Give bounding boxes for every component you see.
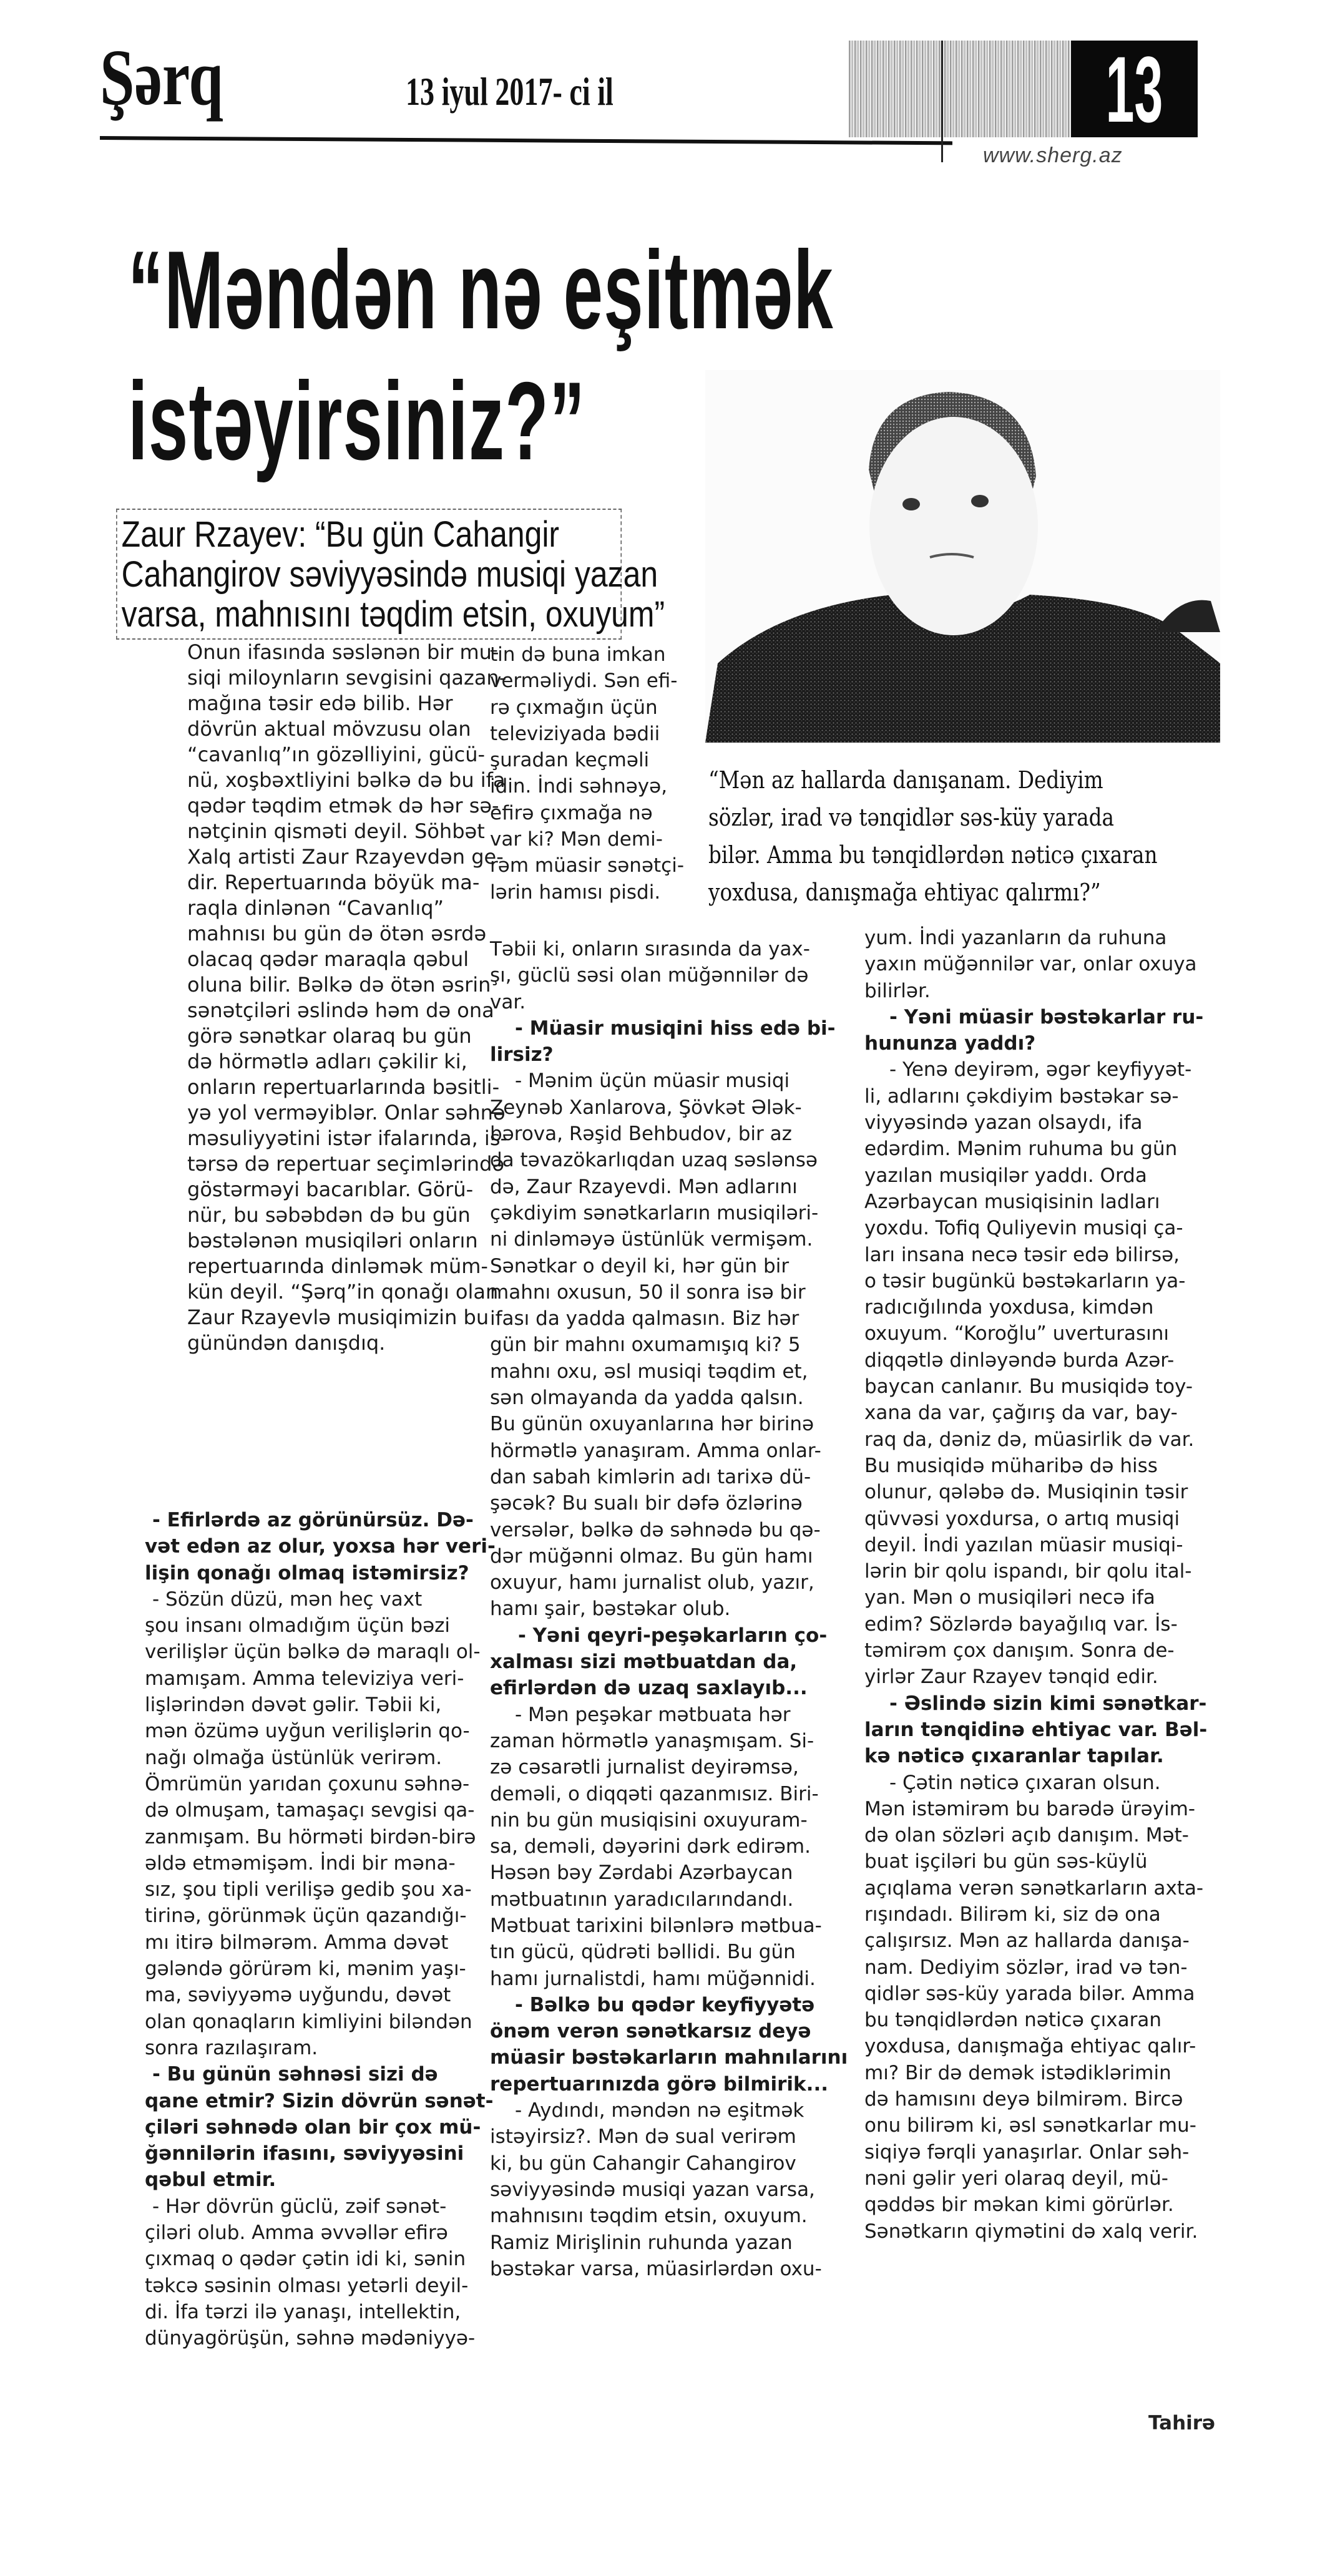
body-text-line: şəcək? Bu sualı bir dəfə özlərinə bbox=[490, 1492, 803, 1515]
body-text-line: qidlər səs-küy yarada bilər. Amma bbox=[864, 1982, 1195, 2005]
body-text-line: edim? Sözlərdə bayağılıq var. İs- bbox=[864, 1612, 1178, 1636]
body-text-line: hörmətlə yanaşıram. Amma onlar- bbox=[490, 1439, 821, 1462]
body-text-line: mamışam. Amma televiziya veri- bbox=[145, 1667, 464, 1690]
body-text-line: şı, güclü səsi olan müğənnilər də bbox=[490, 964, 809, 987]
body-text-line: gün bir mahnı oxumamışıq ki? 5 bbox=[490, 1334, 801, 1357]
interview-question-line: - Yəni qeyri-peşəkarların ço- bbox=[518, 1624, 828, 1647]
subheadline-line: Cahangirov səviyyəsində musiqi yazan bbox=[121, 554, 658, 595]
body-text-line: Onun ifasında səslənən bir mu- bbox=[187, 640, 499, 664]
body-text-line: nətçinin qisməti deyil. Söhbət bbox=[187, 819, 485, 843]
body-text-line: Xalq artisti Zaur Rzayevdən ge- bbox=[187, 845, 504, 869]
body-text-line: çıxmaq o qədər çətin idi ki, sənin bbox=[145, 2248, 466, 2271]
body-text-line: var ki? Mən demi- bbox=[490, 828, 663, 851]
body-text-line: sa, deməli, dəyərini dərk edirəm. bbox=[490, 1835, 811, 1858]
body-text-line: mətbuatının yaradıcılarındandı. bbox=[490, 1888, 794, 1911]
body-text-line: dər müğənni olmaz. Bu gün hamı bbox=[490, 1544, 813, 1568]
body-text-line: ki, bu gün Cahangir Cahangirov bbox=[490, 2152, 796, 2175]
interview-question-line: efirlərdən də uzaq saxlayıb... bbox=[490, 1677, 808, 1700]
body-text-line: olunur, qələbə də. Musiqinin təsir bbox=[864, 1481, 1188, 1504]
body-text-line: yaxın müğənnilər var, onlar oxuya bbox=[864, 953, 1197, 976]
body-text-line: oluna bilir. Bəlkə də ötən əsrin bbox=[187, 973, 491, 997]
body-text-line: Zaur Rzayevlə musiqimizin bu bbox=[187, 1305, 489, 1329]
body-text-line: də hamısını deyə bilmirəm. Bircə bbox=[864, 2088, 1183, 2111]
body-text-line: mahnısı bu gün də ötən əsrdə bbox=[187, 922, 487, 945]
body-text-line: onu bilirəm ki, əsl sənətkarlar mu- bbox=[864, 2114, 1196, 2137]
interview-question-line: hununza yaddı? bbox=[864, 1032, 1036, 1055]
body-text-line: efirə çıxmağa nə bbox=[490, 801, 653, 824]
interview-question-line: - Müasir musiqini hiss edə bi- bbox=[515, 1017, 836, 1040]
body-text-line: göstərməyi bacarıblar. Görü- bbox=[187, 1178, 474, 1201]
article-column-2 bbox=[490, 936, 848, 2282]
body-text-line: o təsir bugünkü bəstəkarların ya- bbox=[864, 1269, 1186, 1292]
body-text-line: baycan canlanır. Bu musiqidə toy- bbox=[864, 1375, 1193, 1398]
body-text-line: ni dinləməyə üstünlük vermişəm. bbox=[490, 1228, 813, 1251]
body-text-line: qəddəs bir məkan kimi görürlər. bbox=[864, 2193, 1174, 2217]
body-text-line: lərin hamısı pisdi. bbox=[490, 881, 661, 904]
subheadline-line: varsa, mahnısını təqdim etsin, oxuyum” bbox=[121, 594, 665, 635]
body-text-line: Bu günün oxuyanlarına hər birinə bbox=[490, 1413, 814, 1436]
body-text-line: yoxdu. Tofiq Quliyevin musiqi ça- bbox=[864, 1217, 1183, 1240]
body-text-line: istəyirsiz?. Mən də sual verirəm bbox=[490, 2125, 796, 2149]
body-text-line: bilirlər. bbox=[864, 979, 931, 1002]
body-text-line: - Mən peşəkar mətbuata hər bbox=[515, 1703, 791, 1726]
body-text-line: zə cəsarətli jurnalist deyirəmsə, bbox=[490, 1756, 799, 1779]
portrait-image-icon bbox=[705, 370, 1220, 743]
body-text-line: Mətbuat tarixini bilənlərə mətbua- bbox=[490, 1914, 822, 1937]
body-text-line: səviyyəsində musiqi yazan varsa, bbox=[490, 2178, 815, 2201]
body-text-line: Mən istəmirəm bu barədə ürəyim- bbox=[864, 1797, 1196, 1820]
body-text-line: da təvazökarlıqdan uzaq səslənsə bbox=[490, 1149, 818, 1172]
body-text-line: raqla dinlənən “Cavanlıq” bbox=[187, 896, 444, 920]
interview-question-line: repertuarınızda görə bilmirik... bbox=[490, 2072, 829, 2095]
body-text-line: hamı şair, bəstəkar olub. bbox=[490, 1598, 731, 1621]
body-text-line: dünyagörüşün, səhnə mədəniyyə- bbox=[145, 2327, 476, 2350]
body-text-line: mahnısını təqdim etsin, oxuyum. bbox=[490, 2205, 808, 2228]
interview-question-line: vət edən az olur, yoxsa hər veri- bbox=[145, 1535, 496, 1558]
body-text-line: mağına təsir edə bilib. Hər bbox=[187, 691, 453, 715]
body-text-line: bərova, Rəşid Behbudov, bir az bbox=[490, 1123, 792, 1146]
body-text-line: rışındadı. Bilirəm ki, siz də ona bbox=[864, 1903, 1161, 1926]
body-text-line: mahnı oxu, əsl musiqi təqdim et, bbox=[490, 1360, 808, 1383]
body-text-line: sən olmayanda da yadda qalsın. bbox=[490, 1387, 804, 1410]
body-text-line: qədər təqdim etmək də hər sə- bbox=[187, 794, 499, 817]
interview-question-line: kə nəticə çıxaranlar tapılar. bbox=[864, 1745, 1164, 1768]
body-text-line: olacaq qədər maraqla qəbul bbox=[187, 947, 469, 971]
interview-question-line: - Bu günün səhnəsi sizi də bbox=[152, 2063, 438, 2086]
body-text-line: “cavanlıq”ın gözəlliyini, gücü- bbox=[187, 743, 486, 766]
body-text-line: əldə etməmişəm. İndi bir məna- bbox=[145, 1852, 456, 1875]
body-text-line: sonra razılaşıram. bbox=[145, 2036, 318, 2059]
body-text-line: açıqlama verən sənətkarların axta- bbox=[864, 1876, 1204, 1900]
body-text-line: məsuliyyətini istər ifalarında, is- bbox=[187, 1126, 508, 1150]
body-text-line: yan. Mən o musiqiləri necə ifa bbox=[864, 1586, 1155, 1609]
body-text-line: yazılan musiqilər yaddı. Orda bbox=[864, 1164, 1147, 1187]
body-text-line: bəstəkar varsa, müasirlərdən oxu- bbox=[490, 2257, 822, 2280]
masthead-rule bbox=[100, 136, 952, 145]
article-column-3 bbox=[864, 925, 1207, 2245]
interview-question-line: önəm verən sənətkarsız deyə bbox=[490, 2020, 811, 2043]
interview-question-line: ların tənqidinə ehtiyac var. Bəl- bbox=[864, 1718, 1208, 1741]
body-text-line: çiləri olub. Amma əvvəllər efirə bbox=[145, 2222, 448, 2245]
body-text-line: şuradan keçməli bbox=[490, 749, 650, 772]
website-link[interactable]: www.sherg.az bbox=[983, 144, 1123, 167]
body-text-line: qüvvəsi yoxdursa, o artıq musiqi bbox=[864, 1507, 1180, 1530]
body-text-line: də olmuşam, tamaşaçı sevgisi qa- bbox=[145, 1799, 475, 1822]
author-signature: Tahirə bbox=[1148, 2412, 1216, 2434]
body-text-line: dir. Repertuarında böyük ma- bbox=[187, 871, 480, 894]
masthead-divider bbox=[941, 41, 943, 162]
body-text-line: li, adlarını çəkdiyim bəstəkar sə- bbox=[864, 1085, 1179, 1108]
body-text-line: ifası da yadda qalmasın. Biz hər bbox=[490, 1307, 799, 1330]
body-text-line: bu tənqidlərdən nəticə çıxaran bbox=[864, 2009, 1162, 2032]
body-text-line: Sənətkar o deyil ki, hər gün bir bbox=[490, 1254, 790, 1277]
body-text-line: yə yol verməyiblər. Onlar səhnə bbox=[187, 1101, 506, 1125]
body-text-line: Həsən bəy Zərdabi Azərbaycan bbox=[490, 1861, 793, 1885]
body-text-line: mı itirə bilmərəm. Amma dəvət bbox=[145, 1931, 449, 1954]
body-text-line: onların repertuarlarında bəsitli- bbox=[187, 1075, 500, 1099]
body-text-line: - Mənim üçün müasir musiqi bbox=[515, 1070, 790, 1093]
body-text-line: sız, şou tipli verilişə gedib şou xa- bbox=[145, 1878, 472, 1901]
article-intro bbox=[187, 640, 507, 1356]
interview-question-line: qəbul etmir. bbox=[145, 2169, 276, 2192]
body-text-line: viyyəsində yazan olsaydı, ifa bbox=[864, 1111, 1143, 1134]
body-text-line: görə sənətkar olaraq bu gün bbox=[187, 1024, 472, 1048]
body-text-line: oxuyur, hamı jurnalist olub, yazır, bbox=[490, 1571, 814, 1594]
photo-caption bbox=[708, 761, 1158, 911]
body-text-line: yoxdusa, danışmağa ehtiyac qalır- bbox=[864, 2035, 1196, 2058]
body-text-line: ları insana necə təsir edə bilirsə, bbox=[864, 1243, 1180, 1266]
body-text-line: mən özümə uyğun verilişlərin qo- bbox=[145, 1720, 470, 1743]
body-text-line: deyil. İndi yazılan müasir musiqi- bbox=[864, 1533, 1183, 1556]
body-text-line: nəni gəlir yeri olaraq deyil, mü- bbox=[864, 2167, 1168, 2190]
body-text-line: bəstələnən musiqiləri onların bbox=[187, 1229, 478, 1252]
body-text-line: günündən danışdıq. bbox=[187, 1331, 386, 1355]
body-text-line: - Çətin nəticə çıxaran olsun. bbox=[889, 1771, 1161, 1794]
body-text-line: nin bu gün musiqisini oxuyuram- bbox=[490, 1808, 808, 1832]
subheadline-line: Zaur Rzayev: “Bu gün Cahangir bbox=[121, 514, 560, 555]
body-text-line: oxuyum. “Koroğlu” uverturasını bbox=[864, 1322, 1170, 1345]
body-text-line: diqqətlə dinləyəndə burda Azər- bbox=[864, 1349, 1175, 1372]
body-text-line: edərdim. Mənim ruhuma bu gün bbox=[864, 1138, 1178, 1161]
interview-question-line: xalması sizi mətbuatdan da, bbox=[490, 1651, 798, 1674]
body-text-line: yirlər Zaur Rzayev tənqid edir. bbox=[864, 1666, 1158, 1689]
body-text-line: radıcığılında yoxdusa, kimdən bbox=[864, 1296, 1154, 1319]
body-text-line: verməliydi. Sən efi- bbox=[490, 670, 678, 693]
body-text-line: Təbii ki, onların sırasında da yax- bbox=[490, 938, 810, 960]
interview-question-line: ğənnilərin ifasını, səviyyəsini bbox=[145, 2142, 464, 2165]
interview-question-line: - Bəlkə bu qədər keyfiyyətə bbox=[515, 1993, 815, 2016]
issue-date: 13 iyul 2017- ci il bbox=[406, 69, 614, 114]
body-text-line: rə çıxmağın üçün bbox=[490, 696, 658, 719]
body-text-line: dan sabah kimlərin adı tarixə dü- bbox=[490, 1465, 811, 1488]
body-text-line: nam. Dediyim sözlər, irad və tən- bbox=[864, 1956, 1188, 1979]
body-text-line: Ramiz Mirişlinin ruhunda yazan bbox=[490, 2231, 793, 2254]
body-text-line: idin. İndi səhnəyə, bbox=[490, 775, 668, 798]
caption-line: sözlər, irad və tənqidlər səs-küy yarada bbox=[708, 804, 1115, 831]
body-text-line: repertuarında dinləmək müm- bbox=[187, 1254, 488, 1278]
body-text-line: təkcə səsinin olması yetərli deyil- bbox=[145, 2274, 469, 2297]
article-column-2-top bbox=[490, 642, 684, 905]
body-text-line: verilişlər üçün bəlkə də maraqlı ol- bbox=[145, 1641, 481, 1664]
body-text-line: versələr, bəlkə də səhnədə bu qə- bbox=[490, 1518, 821, 1541]
body-text-line: raq da, dəniz də, müasirlik də var. bbox=[864, 1428, 1195, 1451]
body-text-line: sənətçiləri əslində həm də ona bbox=[187, 998, 494, 1022]
newspaper-name: Şərq bbox=[100, 33, 223, 122]
body-text-line: də hörmətlə adları çəkilir ki, bbox=[187, 1050, 467, 1073]
masthead-shade-pattern bbox=[849, 41, 1070, 137]
interview-question-line: qane etmir? Sizin dövrün sənət- bbox=[145, 2089, 494, 2112]
body-text-line: xana da var, çağırış da var, bay- bbox=[864, 1402, 1178, 1425]
body-text-line: ma, səviyyəmə uyğundu, dəvət bbox=[145, 1984, 451, 2007]
body-text-line: lişlərindən dəvət gəlir. Təbii ki, bbox=[145, 1694, 442, 1717]
body-text-line: kün deyil. “Şərq”in qonağı olan bbox=[187, 1280, 499, 1304]
body-text-line: şou insanı olmadığım üçün bəzi bbox=[145, 1614, 451, 1637]
body-text-line: - Yenə deyirəm, əgər keyfiyyət- bbox=[889, 1058, 1192, 1081]
body-text-line: var. bbox=[490, 990, 526, 1013]
body-text-line: tin də buna imkan bbox=[490, 643, 666, 666]
body-text-line: də, Zaur Rzayevdi. Mən adlarını bbox=[490, 1175, 798, 1198]
body-text-line: gələndə görürəm ki, mənim yaşı- bbox=[145, 1958, 466, 1981]
caption-line: bilər. Amma bu tənqidlərdən nəticə çıxaran bbox=[708, 841, 1158, 869]
body-text-line: siqi miloynların sevgisini qazan- bbox=[187, 666, 507, 690]
body-text-line: Ömrümün yarıdan çoxunu səhnə- bbox=[145, 1772, 470, 1795]
body-text-line: nür, bu səbəbdən də bu gün bbox=[187, 1203, 471, 1227]
interview-question-line: - Əslində sizin kimi sənətkar- bbox=[889, 1692, 1207, 1715]
body-text-line: təmirəm çox danışım. Sonra de- bbox=[864, 1639, 1175, 1662]
body-text-line: mahnı oxusun, 50 il sonra isə bir bbox=[490, 1281, 806, 1304]
interview-question-line: çiləri səhnədə olan bir çox mü- bbox=[145, 2115, 481, 2139]
body-text-line: də olan sözləri açıb danışım. Mət- bbox=[864, 1824, 1189, 1847]
body-text-line: Sənətkarın qiymətini də xalq verir. bbox=[864, 2220, 1198, 2243]
body-text-line: tın gücü, qüdrəti bəllidi. Bu gün bbox=[490, 1941, 796, 1964]
body-text-line: rəm müasir sənətçi- bbox=[490, 854, 685, 877]
body-text-line: Zeynəb Xanlarova, Şövkət Ələk- bbox=[490, 1096, 802, 1119]
body-text-line: siqiyə fərqli yanaşırlar. Onlar səh- bbox=[864, 2140, 1190, 2164]
body-text-line: nağı olmağa üstünlük verirəm. bbox=[145, 1746, 442, 1769]
body-text-line: olan qonaqların kimliyini biləndən bbox=[145, 2010, 472, 2033]
body-text-line: hamı jurnalistdi, hamı müğənnidi. bbox=[490, 1967, 816, 1990]
interview-question-line: lişin qonağı olmaq istəmirsiz? bbox=[145, 1561, 469, 1584]
body-text-line: çalışırsız. Mən az hallarda danışa- bbox=[864, 1930, 1190, 1953]
article-column-1 bbox=[145, 1507, 496, 2352]
body-text-line: nü, xoşbəxtliyini bəlkə də bu ifa bbox=[187, 768, 506, 792]
body-text-line: Bu musiqidə müharibə də hiss bbox=[864, 1454, 1158, 1477]
body-text-line: tirinə, görünmək üçün qazandığı- bbox=[145, 1905, 467, 1928]
headline-line-2: istəyirsiniz?” bbox=[128, 359, 586, 483]
interview-question-line: lirsiz? bbox=[490, 1043, 554, 1066]
body-text-line: zanmışam. Bu hörməti birdən-birə bbox=[145, 1825, 476, 1848]
body-text-line: buat işçiləri bu gün səs-küylü bbox=[864, 1850, 1148, 1873]
interview-question-line: - Yəni müasir bəstəkarlar ru- bbox=[889, 1005, 1204, 1028]
body-text-line: - Aydındı, məndən nə eşitmək bbox=[515, 2099, 804, 2122]
body-text-line: tərsə də repertuar seçimlərində bbox=[187, 1152, 505, 1176]
portrait-photo bbox=[705, 370, 1220, 743]
body-text-line: deməli, o diqqəti qazanmısız. Biri- bbox=[490, 1782, 819, 1805]
body-text-line: Azərbaycan musiqisinin ladları bbox=[864, 1190, 1160, 1213]
body-text-line: lərin bir qolu ispandı, bir qolu ital- bbox=[864, 1560, 1192, 1583]
body-text-line: dövrün aktual mövzusu olan bbox=[187, 717, 471, 741]
page-number-box bbox=[1071, 36, 1198, 142]
interview-question-line: - Efirlərdə az görünürsüz. Də- bbox=[152, 1509, 474, 1531]
headline-line-1: “Məndən nə eşitmək bbox=[128, 228, 834, 352]
caption-line: “Mən az hallarda danışanam. Dediyim bbox=[708, 766, 1103, 794]
body-text-line: televiziyada bədii bbox=[490, 722, 660, 745]
caption-line: yoxdusa, danışmağa ehtiyac qalırmı?” bbox=[708, 879, 1101, 906]
interview-question-line: müasir bəstəkarların mahnılarını bbox=[490, 2046, 848, 2069]
body-text-line: zaman hörmətlə yanaşmışam. Si- bbox=[490, 1729, 814, 1752]
page-number: 13 bbox=[1105, 36, 1163, 142]
body-text-line: - Sözün düzü, mən heç vaxt bbox=[152, 1588, 423, 1611]
body-text-line: - Hər dövrün güclü, zəif sənət- bbox=[152, 2195, 447, 2218]
body-text-line: yum. İndi yazanların da ruhuna bbox=[864, 927, 1167, 949]
body-text-line: di. İfa tərzi ilə yanaşı, intellektin, bbox=[145, 2300, 461, 2323]
subheadline-box bbox=[116, 509, 665, 640]
body-text-line: çəkdiyim sənətkarların musiqiləri- bbox=[490, 1201, 819, 1224]
body-text-line: mı? Bir də demək istədiklərimin bbox=[864, 2061, 1171, 2084]
